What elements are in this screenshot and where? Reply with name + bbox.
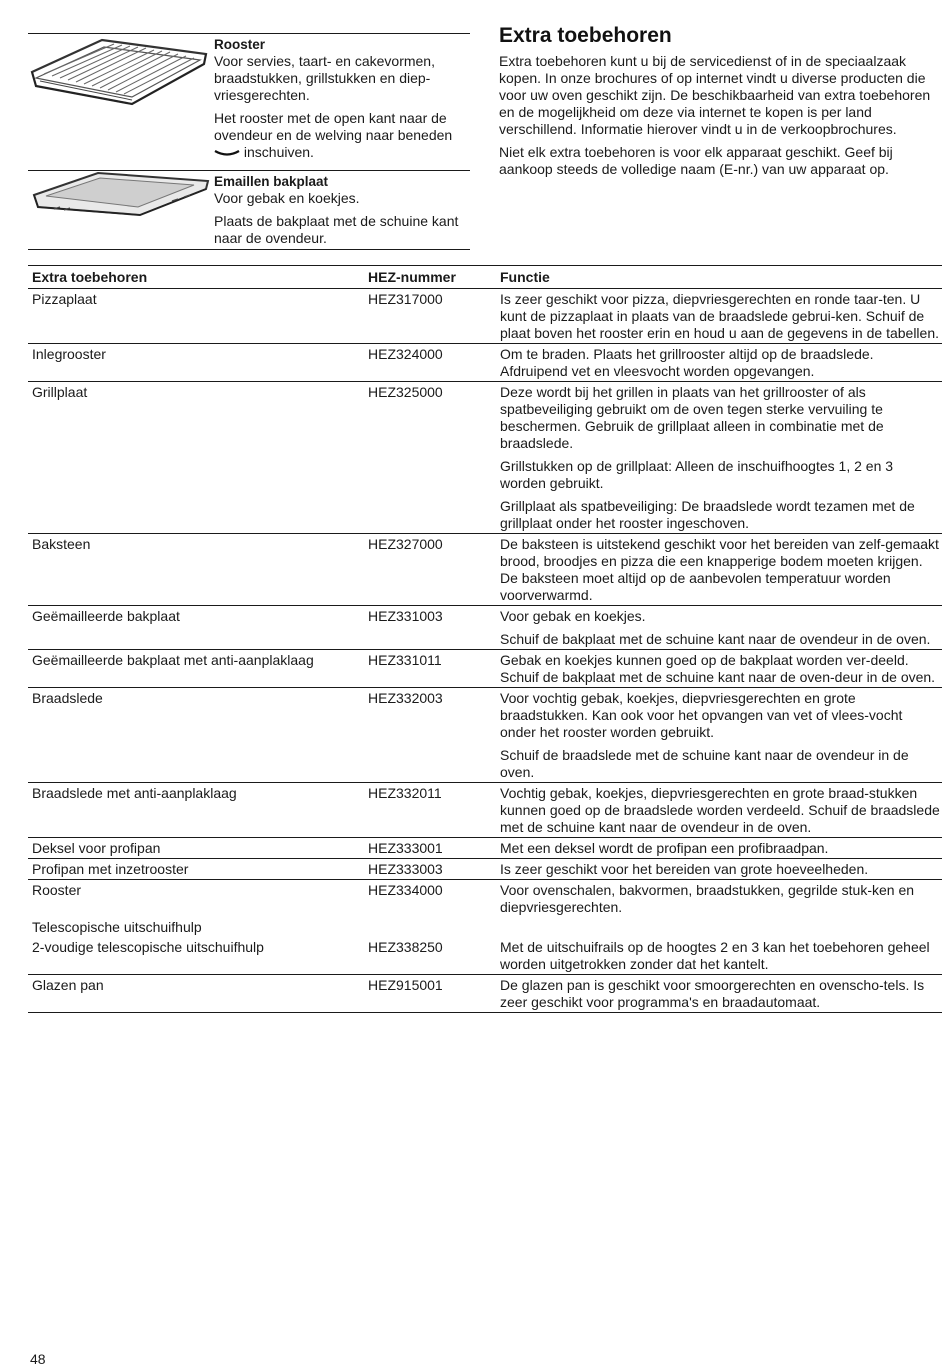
function-cell (500, 652, 942, 686)
intro-section (499, 24, 942, 178)
accessory-instruction: Plaats de bakplaat met de schuine kant naar de ovendeur. (214, 213, 459, 246)
section-heading: Extra toebehoren (499, 24, 672, 47)
table-header-accessory: Extra toebehoren (32, 269, 148, 285)
accessory-name-cell: Grillplaat (32, 384, 88, 400)
accessory-name-cell: Profipan met inzetrooster (32, 861, 189, 877)
accessory-instruction (214, 110, 470, 161)
hez-number-cell: HEZ325000 (368, 384, 443, 400)
function-cell (500, 690, 942, 781)
accessory-name-cell: Braadslede met anti-aanplaklaag (32, 785, 237, 801)
function-paragraph: De glazen pan is geschikt voor smoorgerechten en ovenscho-tels. Is zeer geschikt voor programma's en braadautomaat. (500, 977, 925, 1010)
accessory-rooster-text (214, 34, 470, 170)
hez-number-cell: HEZ331011 (368, 652, 442, 668)
accessory-name-cell: Rooster (32, 882, 82, 898)
accessory-block (28, 33, 470, 250)
accessory-name-cell: Braadslede (32, 690, 103, 706)
baking-tray-image (28, 171, 214, 249)
accessory-name-cell: 2-voudige telescopische uitschuifhulp (32, 939, 264, 955)
table-row (28, 289, 942, 344)
hez-number-cell: HEZ332011 (368, 785, 442, 801)
accessory-name-cell: Geëmailleerde bakplaat met anti-aanplaklaag (32, 652, 314, 668)
function-paragraph: Voor gebak en koekjes. (500, 608, 646, 624)
function-paragraph: Is zeer geschikt voor pizza, diepvriesgerechten en ronde taar-ten. U kunt de pizzaplaat in plaats van de braadslede gebrui-ken. Schuif de plaat boven het rooster erin en houd u aan de gegevens in de tabellen. (500, 291, 939, 341)
function-paragraph: Gebak en koekjes kunnen goed op de bakplaat worden ver-deeld. Schuif de bakplaat met de schuine kant naar de oven-deur in de oven. (500, 652, 936, 685)
table-row (28, 859, 942, 880)
function-paragraph: Voor vochtig gebak, koekjes, diepvriesgerechten en grote braadstukken. Kan ook voor het opvangen van vet of vlees-vocht onder het rooster worden gebruikt. (500, 690, 903, 740)
function-paragraph: Met de uitschuifrails op de hoogtes 2 en 3 kan het toebehoren geheel worden uitgetrokken zonder dat het kantelt. (500, 939, 930, 972)
table-header-hez-number: HEZ-nummer (368, 269, 456, 285)
accessory-name-cell: Baksteen (32, 536, 91, 552)
accessory-instruction-before: beneden (397, 127, 453, 143)
accessory-name-cell: Deksel voor profipan (32, 840, 161, 856)
table-row (28, 917, 942, 937)
function-cell (500, 939, 942, 973)
accessory-instruction-after: inschuiven. (243, 144, 314, 160)
function-cell (500, 346, 942, 380)
function-cell (500, 608, 942, 648)
function-paragraph: Schuif de braadslede met de schuine kant naar de ovendeur in de oven. (500, 747, 909, 780)
accessory-name-cell: Inlegrooster (32, 346, 106, 362)
table-row (28, 937, 942, 975)
accessories-table (28, 265, 942, 1013)
function-paragraph: Deze wordt bij het grillen in plaats van het grillrooster of als spatbeveiliging gebruikt om de oven tegen sterke vervuiling te beschermen. Gebruik de grillplaat alleen in combinatie met de braadslede. (500, 384, 884, 451)
function-paragraph: Vochtig gebak, koekjes, diepvriesgerechten en grote braad-stukken kunnen goed op de braadslede worden verdeeld. Schuif de braadslede met de schuine kant naar de ovendeur in de oven. (500, 785, 940, 835)
accessory-description: Voor servies, taart- en cakevormen, braadstukken, grillstukken en diep-vriesgerechten. (214, 53, 435, 103)
function-cell (500, 785, 942, 836)
intro-paragraph: Extra toebehoren kunt u bij de servicedienst of in de speciaalzaak kopen. In onze brochures of op internet vindt u diverse producten die voor uw oven geschikt zijn. De beschikbaarheid van extra toebehoren en de mogelijkheid om deze via internet te kopen is per land verschillend. Informatie hierover vindt u in de verkoopbrochures. (499, 53, 931, 137)
function-cell (500, 536, 942, 604)
function-cell (500, 384, 942, 532)
table-row (28, 382, 942, 534)
accessory-title: Rooster (214, 37, 266, 52)
hez-number-cell: HEZ334000 (368, 882, 443, 898)
table-row (28, 344, 942, 382)
hez-number-cell: HEZ327000 (368, 536, 443, 552)
table-row (28, 650, 942, 688)
hez-number-cell: HEZ333001 (368, 840, 443, 856)
function-cell (500, 882, 942, 916)
hez-number-cell: HEZ317000 (368, 291, 443, 307)
table-row (28, 783, 942, 838)
accessory-name-cell: Geëmailleerde bakplaat (32, 608, 180, 624)
table-row (28, 975, 942, 1013)
rack-curve-icon (214, 148, 240, 158)
table-row (28, 534, 942, 606)
function-cell (500, 861, 942, 878)
table-header-row (28, 266, 942, 289)
table-row (28, 688, 942, 783)
oven-rack-image (28, 34, 214, 170)
accessory-name-cell: Pizzaplaat (32, 291, 97, 307)
accessory-name-cell: Glazen pan (32, 977, 104, 993)
hez-number-cell (368, 919, 500, 936)
function-paragraph: Grillstukken op de grillplaat: Alleen de inschuifhoogtes 1, 2 en 3 worden gebruikt. (500, 458, 894, 491)
accessory-bakplaat (28, 170, 470, 249)
intro-paragraph: Niet elk extra toebehoren is voor elk apparaat geschikt. Geef bij aankoop steeds de volledige naam (E-nr.) van uw apparaat op. (499, 144, 893, 177)
function-cell (500, 840, 942, 857)
accessory-instruction-text: Het rooster met de open kant naar de ovendeur en de welving naar (214, 110, 447, 143)
hez-number-cell: HEZ331003 (368, 608, 443, 624)
function-paragraph: Schuif de bakplaat met de schuine kant naar de ovendeur in de oven. (500, 631, 931, 647)
hez-number-cell: HEZ338250 (368, 939, 443, 955)
function-cell (500, 977, 942, 1011)
function-paragraph: Voor ovenschalen, bakvormen, braadstukken, gegrilde stuk-ken en diepvriesgerechten. (500, 882, 915, 915)
table-header-function: Functie (500, 269, 550, 285)
hez-number-cell: HEZ332003 (368, 690, 443, 706)
table-row (28, 838, 942, 859)
accessory-title: Emaillen bakplaat (214, 174, 329, 189)
accessory-description: Voor gebak en koekjes. (214, 190, 360, 206)
function-paragraph: Grillplaat als spatbeveiliging: De braadslede wordt tezamen met de grillplaat onder het rooster ingeschoven. (500, 498, 915, 531)
accessory-name-cell: Telescopische uitschuifhulp (32, 919, 202, 935)
accessory-rooster (28, 34, 470, 170)
function-paragraph: De baksteen is uitstekend geschikt voor het bereiden van zelf-gemaakt brood, broodjes en pizza die een knapperige bodem moeten krijgen. De baksteen moet altijd op de aanbevolen temperatuur worden voorverwarmd. (500, 536, 939, 603)
hez-number-cell: HEZ333003 (368, 861, 443, 877)
function-cell (500, 291, 942, 342)
function-paragraph: Om te braden. Plaats het grillrooster altijd op de braadslede. Afdruipend vet en vleesvocht worden opgevangen. (500, 346, 874, 379)
function-paragraph: Met een deksel wordt de profipan een profibraadpan. (500, 840, 829, 856)
function-cell (500, 919, 942, 936)
hez-number-cell: HEZ915001 (368, 977, 443, 993)
accessory-bakplaat-text (214, 171, 470, 249)
hez-number-cell: HEZ324000 (368, 346, 443, 362)
page-number: 48 (30, 1351, 46, 1367)
function-paragraph: Is zeer geschikt voor het bereiden van grote hoeveelheden. (500, 861, 869, 877)
table-row (28, 880, 942, 917)
table-row (28, 606, 942, 650)
